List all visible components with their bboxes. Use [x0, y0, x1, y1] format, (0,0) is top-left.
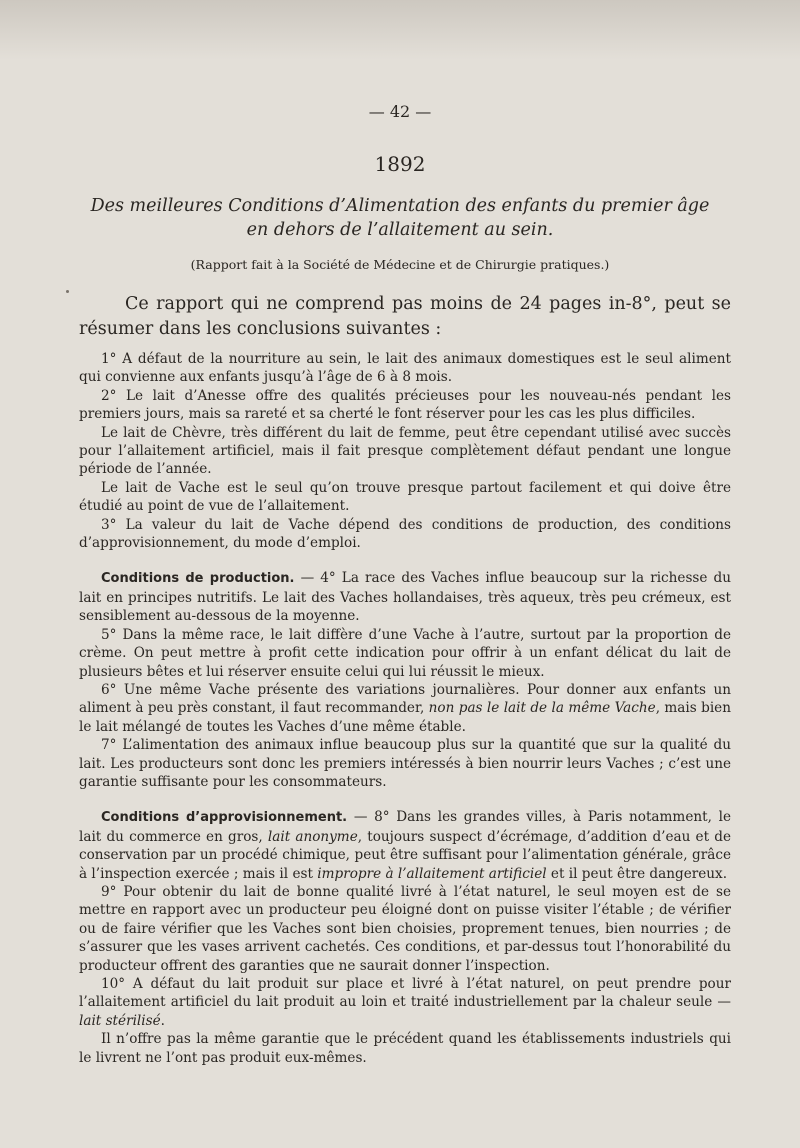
paragraph-10-text-c: et il peut être dangereux. — [546, 865, 728, 882]
paragraph-10 — [79, 808, 731, 883]
paragraph-8-italic: non pas le lait de la même Vache — [428, 700, 656, 717]
title-line-2: en dehors de l’allaitement au sein. — [246, 220, 554, 240]
intro-paragraph — [79, 292, 731, 342]
paragraph-8-text-b: , mais bien le lait mélangé de toutes les Vaches d’une même étable. — [79, 700, 731, 735]
paragraph-10-italic-1: lait anonyme — [267, 828, 358, 845]
paragraph-2: 2° Le lait d’Anesse offre des qualités précieuses pour les nouveau-nés pendant les premiers jours, mais sa rareté et sa cherté le font réserver pour les cas les plus difficiles. — [79, 387, 731, 423]
margin-mark — [66, 290, 69, 293]
paragraph-4: Le lait de Vache est le seul qu’on trouve presque partout facilement et qui doive être étudié au point de vue de l’allaitement. — [79, 479, 731, 515]
paragraph-1: 1° A défaut de la nourriture au sein, le lait des animaux domestiques est le seul aliment qui convienne aux enfants jusqu’à l’âge de 6 à 8 mois. — [79, 351, 731, 386]
report-subtitle: (Rapport fait à la Société de Médecine et de Chirurgie pratiques.) — [190, 257, 610, 272]
paragraph-10-text-b: , toujours suspect d’écrémage, d’addition d’eau et de conservation par un procédé chimique, peut être suffisant pour l’alimentation générale, grâce à l’inspection exercée ; mais il est — [79, 828, 731, 882]
paragraph-12-italic: lait stérilisé — [79, 1012, 161, 1029]
title-line-1: Des meilleures Conditions d’Alimentation des enfants du premier âge — [90, 196, 710, 216]
year-heading: 1892 — [374, 152, 426, 176]
paragraph-5: 3° La valeur du lait de Vache dépend des conditions de production, des conditions d’approvisionnement, du mode d’emploi. — [79, 516, 731, 552]
paragraph-11: 9° Pour obtenir du lait de bonne qualité livré à l’état naturel, le seul moyen est de se mettre en rapport avec un producteur peu éloigné dont on puisse visiter l’étable ; de vérifier ou de faire vérifier que les Vaches sont bien choisies, proprement tenues, bien nourries ; de s’assurer que les vases arrivent cachetés. Ces conditions, et par-dessus tout l’honorabilité du producteur offrent des garanties que ne saurait donner l’inspection. — [79, 883, 731, 974]
report-title — [0, 194, 800, 242]
paragraph-8-text-a: 6° Une même Vache présente des variations journalières. Pour donner aux enfants un aliment à peu près constant, il faut recommander, — [79, 681, 731, 717]
paragraph-12-text-a: 10° A défaut du lait produit sur place et livré à l’état naturel, on peut prendre pour l’allaitement artificiel du lait produit au loin et traité industriellement par la chaleur seule — — [79, 976, 731, 1011]
intro-text: Ce rapport qui ne comprend pas moins de 24 pages in-8°, peut se résumer dans les conclusions suivantes : — [79, 294, 731, 339]
paragraph-7: 5° Dans la même race, le lait diffère d’une Vache à l’autre, surtout par la proportion de crème. On peut mettre à profit cette indication pour offrir à un enfant délicat du lait de plusieurs bêtes et lui réserver ensuite celui qui lui réussit le mieux. — [79, 626, 731, 680]
paragraph-6 — [79, 569, 731, 625]
page-number: — 42 — — [368, 102, 432, 121]
paragraph-8 — [79, 681, 731, 736]
paragraph-10-text-a: — 8° Dans les grandes villes, à Paris notamment, le lait du commerce en gros, — [79, 809, 732, 845]
paragraph-10-italic-2: impropre à l’allaitement artificiel — [317, 865, 547, 882]
paragraph-6-text: — 4° La race des Vaches influe beaucoup sur la richesse du lait en principes nutritifs. Le lait des Vaches hollandaises, très aqueux, très peu crémeux, est sensiblement au-dessous de la moyenne. — [79, 570, 731, 625]
paragraph-12-text-b: . — [160, 1012, 165, 1029]
conclusions-body — [79, 350, 731, 1067]
section-heading-production: Conditions de production. — [101, 571, 295, 587]
section-heading-approvisionnement: Conditions d’approvisionnement. — [101, 810, 348, 826]
paragraph-3: Le lait de Chèvre, très différent du lait de femme, peut être cependant utilisé avec succès pour l’allaitement artificiel, mais il fait presque complètement défaut pendant une longue période de l’année. — [79, 424, 731, 478]
paragraph-13: Il n’offre pas la même garantie que le précédent quand les établissements industriels qui le livrent ne l’ont pas produit eux-mêmes. — [79, 1031, 731, 1066]
paragraph-12 — [79, 975, 731, 1030]
scan-shadow — [0, 0, 800, 60]
paragraph-9: 7° L’alimentation des animaux influe beaucoup plus sur la quantité que sur la qualité du lait. Les producteurs sont donc les premiers intéressés à bien nourrir leurs Vaches ; c’est une garantie suffisante pour les consommateurs. — [79, 737, 731, 790]
